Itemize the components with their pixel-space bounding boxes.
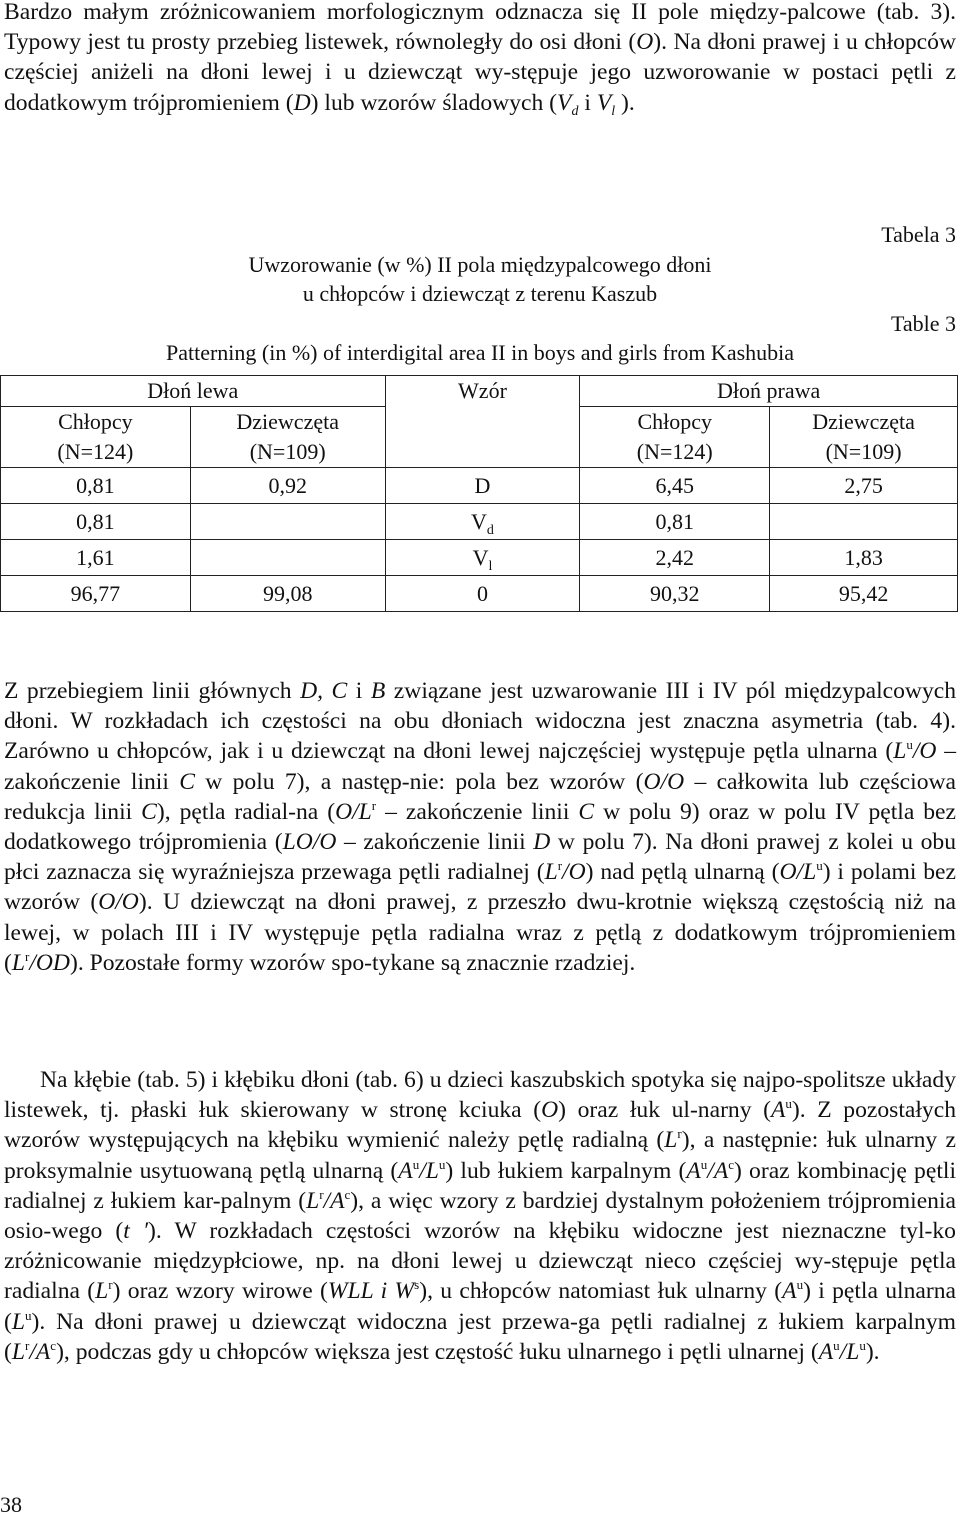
header-left-girls: Dziewczęta (N=109)	[190, 407, 385, 468]
cell-left-girls	[190, 540, 385, 576]
header-pattern: Wzór	[385, 376, 580, 468]
cell-right-girls	[770, 504, 958, 540]
cell-left-girls: 99,08	[190, 576, 385, 612]
cell-right-boys: 90,32	[580, 576, 770, 612]
cell-left-girls: 0,92	[190, 468, 385, 504]
header-right-boys: Chłopcy (N=124)	[580, 407, 770, 468]
cell-left-girls	[190, 504, 385, 540]
table-label-en: Table 3	[890, 311, 956, 336]
table-title-pl-line1: Uwzorowanie (w %) II pola międzypalcowego dłoni	[248, 252, 712, 277]
header-right-girls: Dziewczęta (N=109)	[770, 407, 958, 468]
cell-left-boys: 0,81	[1, 504, 191, 540]
cell-right-boys: 2,42	[580, 540, 770, 576]
table-title-en: Patterning (in %) of interdigital area II in boys and girls from Kashubia	[165, 340, 795, 365]
cell-pattern: 0	[385, 576, 580, 612]
cell-right-boys: 6,45	[580, 468, 770, 504]
cell-pattern: $V_d$	[385, 504, 580, 540]
intro-paragraph: Bardzo małym zróżnicowaniem morfologicznym odznacza się II pole między-palcowe (tab. 3). Typowy jest tu prosty przebieg listewek, równoległy do osi dłoni (O). Na dłoni prawej i u chłopców częściej aniżeli na dłoni lewej i u dziewcząt wy-stępuje jego uzworowanie w postaci pętli z dodatkowym trójpromieniem (D) lub wzorów śladowych ($V_d$ i $V_l$ ).	[4, 0, 956, 119]
cell-right-girls: 1,83	[770, 540, 958, 576]
cell-right-girls: 2,75	[770, 468, 958, 504]
table-header-row	[1, 376, 958, 407]
header-left-boys: Chłopcy (N=124)	[1, 407, 191, 468]
table-title-pl-line2: u chłopców i dziewcząt z terenu Kaszub	[302, 281, 658, 306]
page-number: 38	[0, 1492, 22, 1517]
body-paragraph-2: Na kłębie (tab. 5) i kłębiku dłoni (tab. 6) u dzieci kaszubskich spotyka się najpo-spolitsze układy listewek, tj. płaski łuk skierowany w stronę kciuka (O) oraz łuk ul-narny $(A^u)$. Z pozostałych wzorów występujących na kłębiku wymienić należy pętlę radialną $(L^r)$, a następnie: łuk ulnarny z proksymalnie usytuowaną pętlą ulnarną $(A^u/L^u)$ lub łukiem karpalnym $(A^u/A^c)$ oraz kombinację pętli radialnej z łukiem kar-palnym $(L^r/A^c)$, a więc wzory z bardziej dystalnym położeniem trójpromienia osio-wego (t ′). W rozkładach częstości wzorów na kłębiku widoczne jest nieznaczne tyl-ko zróżnicowanie międzypłciowe, np. na dłoni lewej u dziewcząt nieco częściej wy-stępuje pętla radialna $(L^r)$ oraz wzory wirowe (WLL i $W^s$), u chłopców natomiast łuk ulnarny $(A^u)$ i pętla ulnarna $(L^u)$. Na dłoni prawej u dziewcząt widoczna jest przewa-ga pętli radialnej z łukiem karpalnym $(L^r/A^c)$, podczas gdy u chłopców większa jest częstość łuku ulnarnego i pętli ulnarnej $(A^u/L^u)$.	[4, 1067, 957, 1365]
cell-right-boys: 0,81	[580, 504, 770, 540]
table-row	[1, 468, 958, 504]
cell-left-boys: 1,61	[1, 540, 191, 576]
body-paragraph-1: Z przebiegiem linii głównych D, C i B związane jest uzwarowanie III i IV pól międzypalcowych dłoni. W rozkładach ich częstości na obu dłoniach widoczna jest znaczna asymetria (tab. 4). Zarówno u chłopców, jak i u dziewcząt na dłoni lewej najczęściej występuje pętla ulnarna ($L^u/O$ – zakończenie linii C w polu 7), a następ-nie: pola bez wzorów (O/O – całkowita lub częściowa redukcja linii C), pętla radial-na ($O/L^r$ – zakończenie linii C w polu 9) oraz w polu IV pętla bez dodatkowego trójpromienia (LO/O – zakończenie linii D w polu 7). Na dłoni prawej z kolei u obu płci zaznacza się wyraźniejsza przewaga pętli radialnej $(L^r/O)$ nad pętlą ulnarną $(O/L^u)$ i polami bez wzorów (O/O). U dziewcząt na dłoni prawej, z przeszło dwu-krotnie większą częstością niż na lewej, w polach III i IV występuje pętla radialna wraz z pętlą z dodatkowym trójpromieniem $(L^r/OD)$. Pozostałe formy wzorów spo-tykane są znacznie rzadziej.	[4, 678, 957, 976]
cell-right-girls: 95,42	[770, 576, 958, 612]
cell-left-boys: 0,81	[1, 468, 191, 504]
header-right-hand: Dłoń prawa	[580, 376, 958, 407]
cell-left-boys: 96,77	[1, 576, 191, 612]
table-row	[1, 576, 958, 612]
data-table	[0, 375, 958, 612]
cell-pattern: $V_l$	[385, 540, 580, 576]
header-left-hand: Dłoń lewa	[1, 376, 386, 407]
table-label-pl: Tabela 3	[881, 222, 956, 247]
table-row	[1, 540, 958, 576]
table-row	[1, 504, 958, 540]
cell-pattern: D	[385, 468, 580, 504]
